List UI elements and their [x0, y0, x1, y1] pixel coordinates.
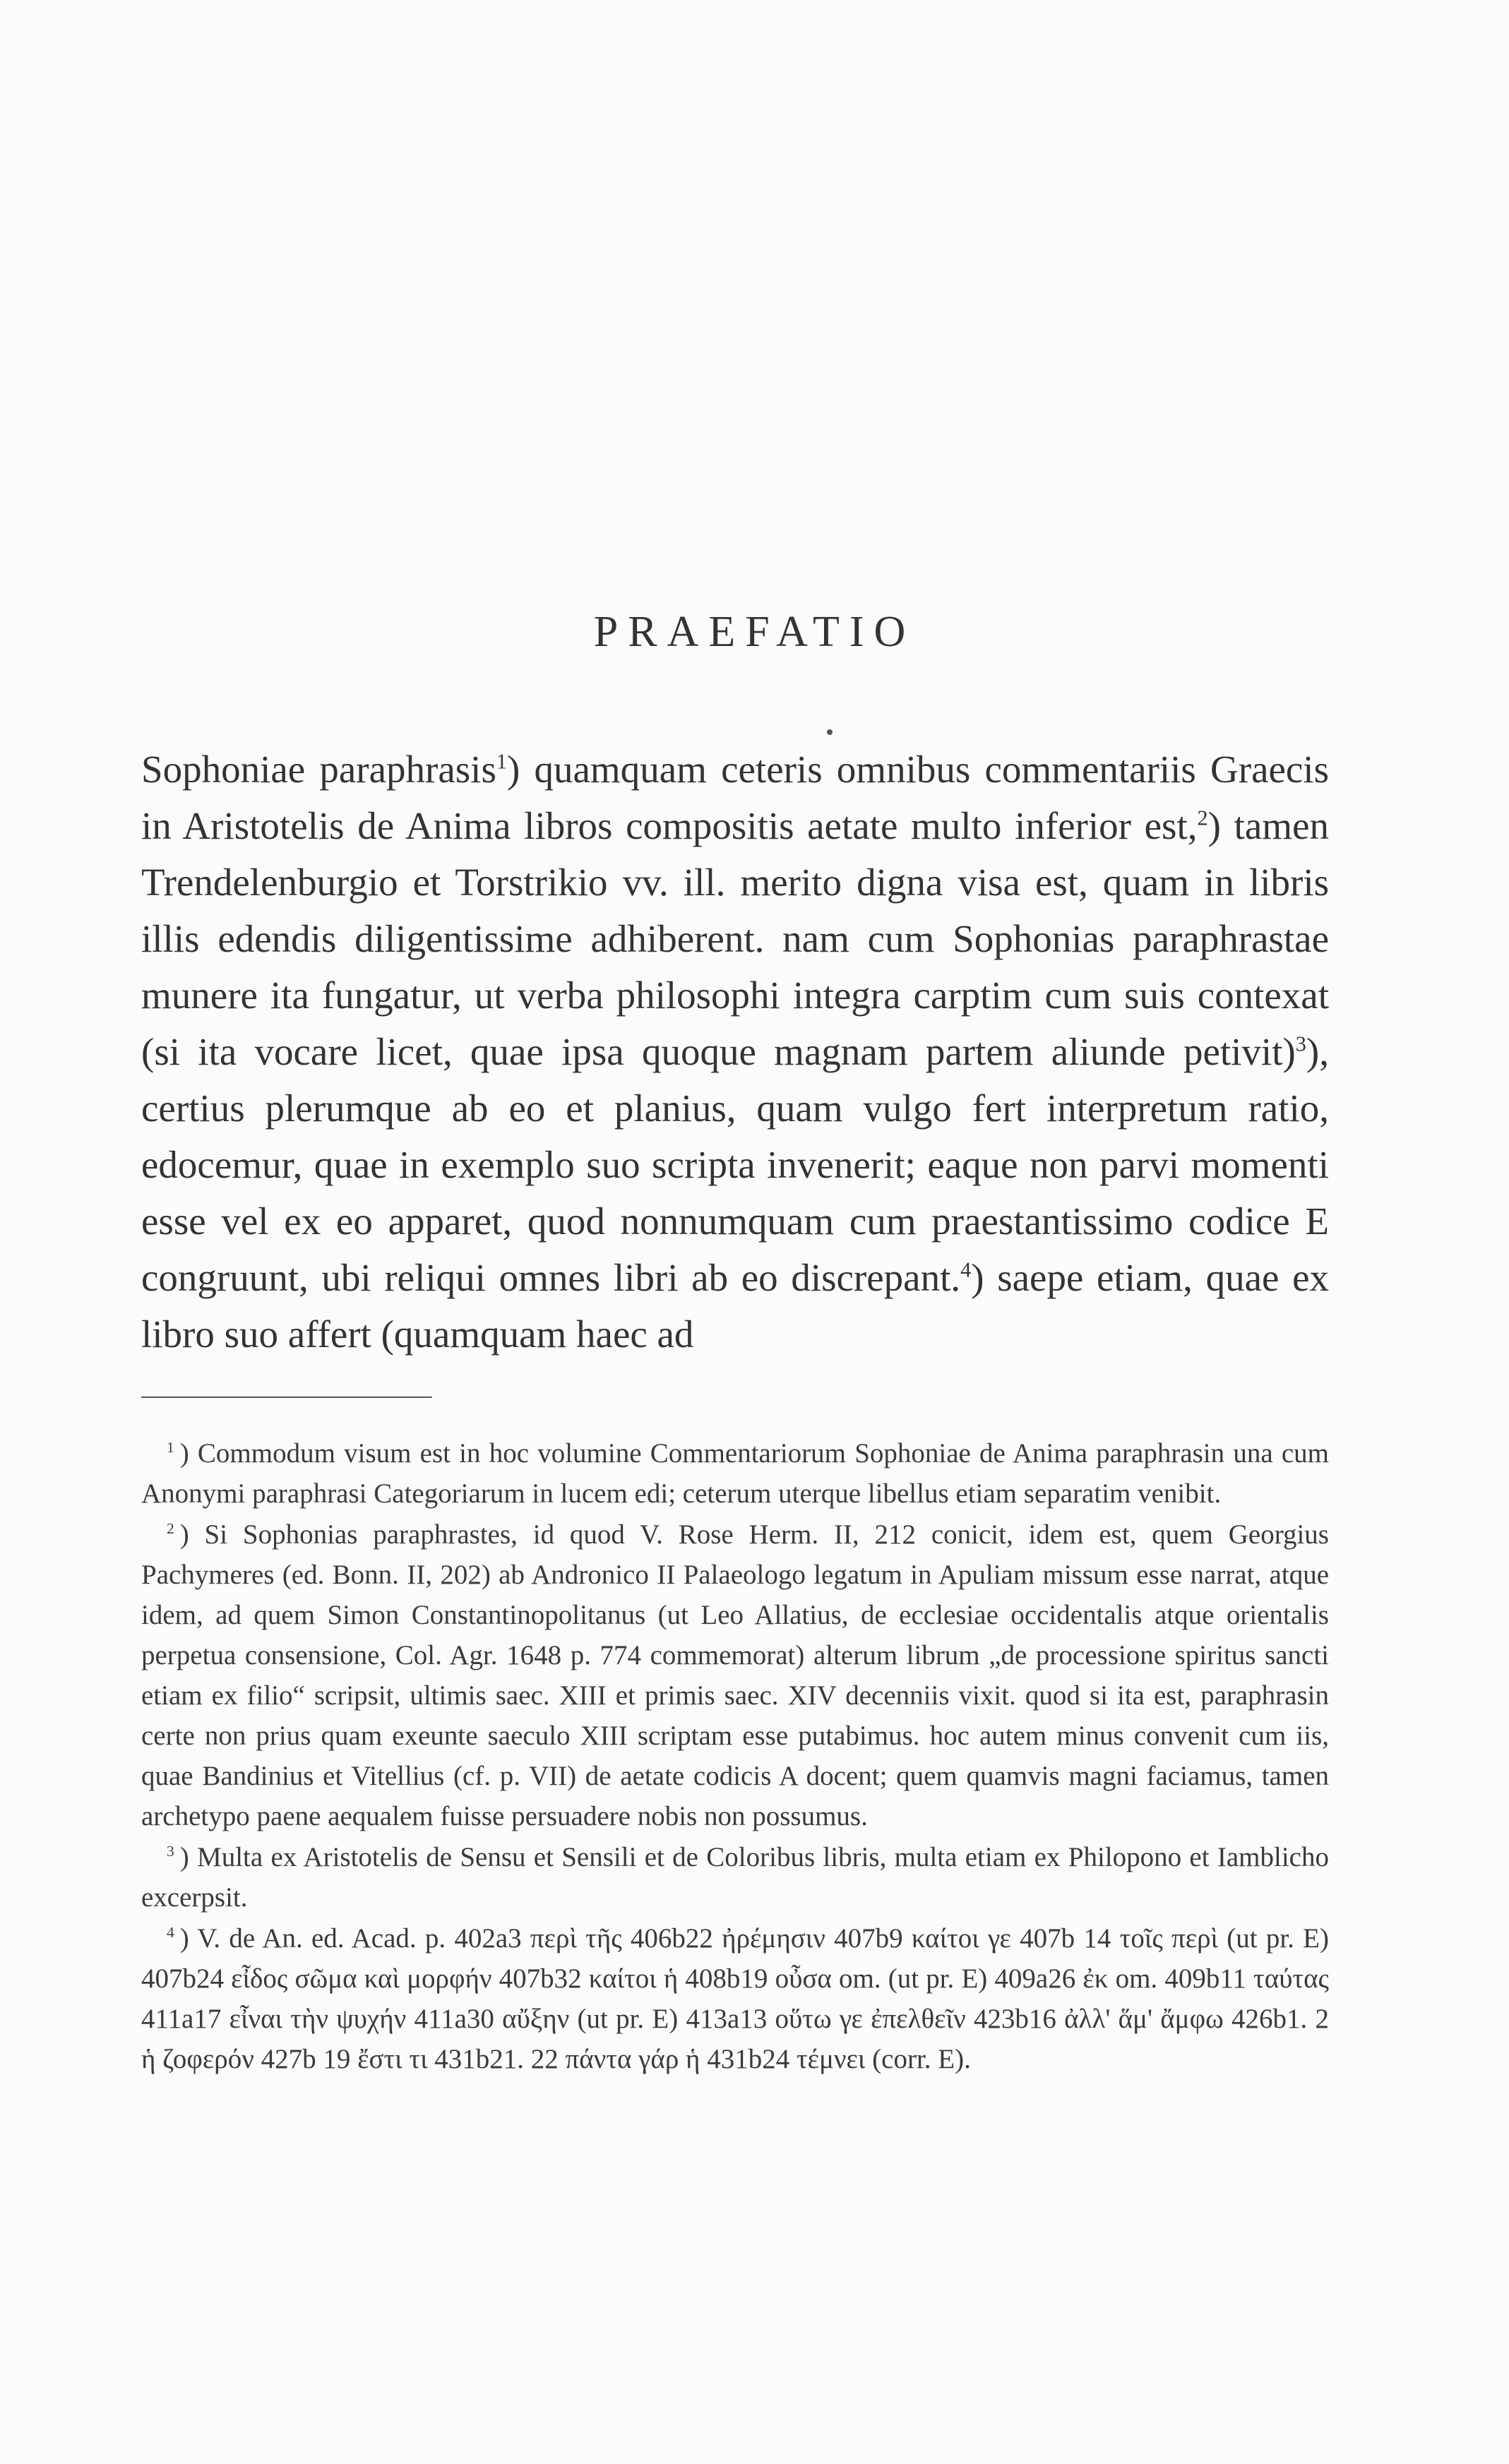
- footnote-text: Commodum visum est in hoc volumine Commentariorum Sophoniae de Anima paraphrasin una cum Anonymi paraphrasi Categoriarum in lucem edi; ceterum uterque libellus etiam separatim venibit.: [141, 1438, 1329, 1509]
- body-paragraph: [141, 741, 1329, 1363]
- footnote-3: $^3$ ) Multa ex Aristotelis de Sensu et Sensili et de Coloribus libris, multa etiam ex Philopono et Iamblicho excerpsit.: [141, 1842, 1329, 1913]
- text-run: ) saepe etiam, quae ex libro suo affert (quamquam haec ad: [141, 1256, 1329, 1356]
- text-run: Sophoniae paraphrasis: [141, 748, 496, 791]
- footnote-text: Si Sophonias paraphrastes, id quod V. Rose Herm. II, 212 conicit, idem est, quem Georgius Pachymeres (ed. Bonn. II, 202) ab Andronico II Palaeologo legatum in Apuliam missum esse narrat, atque idem, ad quem Simon Constantinopolitanus (ut Leo Allatius, de ecclesiae occidentalis atque orientalis perpetua consensione, Col. Agr. 1648 p. 774 commemorat) alterum librum „de processione spiritus sancti etiam ex filio“ scripsit, ultimis saec. XIII et primis saec. XIV decenniis vixit. quod si ita est, paraphrasin certe non prius quam exeunte saeculo XIII scriptam esse putabimus. hoc autem minus convenit cum iis, quae Bandinius et Vitellius (cf. p. VII) de aetate codicis A docent; quem quamvis magni faciamus, tamen archetypo paene aequalem fuisse persuadere nobis non possumus.: [141, 1519, 1329, 1831]
- footnote-marker: 1: [167, 1439, 174, 1456]
- footnote-marker: 2: [167, 1520, 174, 1537]
- footnote-ref: 1: [496, 749, 507, 774]
- footnote-text: V. de An. ed. Acad. p. 402a3 περὶ τῆς 406b22 ἠρέμησιν 407b9 καίτοι γε 407b 14 τοῖς περὶ (ut pr. E) 407b24 εἶδος σῶμα καὶ μορφήν 407b32 καίτοι ἡ 408b19 οὖσα om. (ut pr. E) 409a26 ἐκ om. 409b11 ταύτας 411a17 εἶναι τὴν ψυχήν 411a30 αὔξην (ut pr. E) 413a13 οὕτω γε ἐπελθεῖν 423b16 ἀλλ' ἅμ' ἄμφω 426b1. 2 ἡ ζοφερόν 427b 19 ἔστι τι 431b21. 22 πάντα γάρ ἡ 431b24 τέμνει (corr. E).: [141, 1923, 1329, 2074]
- ink-speck: [827, 729, 833, 735]
- footnote-divider: [141, 1397, 432, 1398]
- text-run: ) tamen Trendelenburgio et Torstrikio vv. ill. merito digna visa est, quam in libris illis edendis diligentissime adhiberent. nam cum Sophonias paraphrastae munere ita fungatur, ut verba philosophi integra carptim cum suis contexat (si ita vocare licet, quae ipsa quoque magnam partem aliunde petivit): [141, 804, 1330, 1073]
- main-text: [141, 741, 1329, 1363]
- footnote-4: $^4$ ) V. de An. ed. Acad. p. 402a3 περὶ τῆς 406b22 ἠρέμησιν 407b9 καίτοι γε 407b 14 τοῖς περὶ (ut pr. E) 407b24 εἶδος σῶμα καὶ μορφήν 407b32 καίτοι ἡ 408b19 οὖσα om. (ut pr. E) 409a26 ἐκ om. 409b11 ταύτας 411a17 εἶναι τὴν ψυχήν 411a30 αὔξην (ut pr. E) 413a13 οὕτω γε ἐπελθεῖν 423b16 ἀλλ' ἅμ' ἄμφω 426b1. 2 ἡ ζοφερόν 427b 19 ἔστι τι 431b21. 22 πάντα γάρ ἡ 431b24 τέμνει (corr. E).: [141, 1923, 1329, 2074]
- page-title: PRAEFATIO: [593, 608, 916, 656]
- footnote-2: $^2$ ) Si Sophonias paraphrastes, id quod V. Rose Herm. II, 212 conicit, idem est, quem Georgius Pachymeres (ed. Bonn. II, 202) ab Andronico II Palaeologo legatum in Apuliam missum esse narrat, atque idem, ad quem Simon Constantinopolitanus (ut Leo Allatius, de ecclesiae occidentalis atque orientalis perpetua consensione, Col. Agr. 1648 p. 774 commemorat) alterum librum „de processione spiritus sancti etiam ex filio“ scripsit, ultimis saec. XIII et primis saec. XIV decenniis vixit. quod si ita est, paraphrasin certe non prius quam exeunte saeculo XIII scriptam esse putabimus. hoc autem minus convenit cum iis, quae Bandinius et Vitellius (cf. p. VII) de aetate codicis A docent; quem quamvis magni faciamus, tamen archetypo paene aequalem fuisse persuadere nobis non possumus.: [141, 1519, 1329, 1831]
- footnote-marker: 4: [167, 1924, 174, 1941]
- text-run: ) quamquam ceteris omnibus commentariis Graecis in Aristotelis de Anima libros compositis aetate multo inferior est,: [141, 748, 1329, 847]
- footnotes: [141, 1433, 1329, 2080]
- text-run: ), certius plerumque ab eo et planius, quam vulgo fert interpretum ratio, edocemur, quae in exemplo suo scripta invenerit; eaque non parvi momenti esse vel ex eo apparet, quod nonnumquam cum praestantissimo codice E congruunt, ubi reliqui omnes libri ab eo discrepant.: [141, 1030, 1329, 1299]
- footnote-marker: 3: [167, 1843, 174, 1860]
- footnote-ref: 4: [960, 1257, 972, 1282]
- footnote-text: Multa ex Aristotelis de Sensu et Sensili et de Coloribus libris, multa etiam ex Philopono et Iamblicho excerpsit.: [141, 1842, 1329, 1913]
- footnote-ref: 2: [1197, 806, 1208, 830]
- footnote-1: $^1$ ) Commodum visum est in hoc volumine Commentariorum Sophoniae de Anima paraphrasin una cum Anonymi paraphrasi Categoriarum in lucem edi; ceterum uterque libellus etiam separatim venibit.: [141, 1438, 1329, 1509]
- footnote-ref: 3: [1295, 1031, 1306, 1056]
